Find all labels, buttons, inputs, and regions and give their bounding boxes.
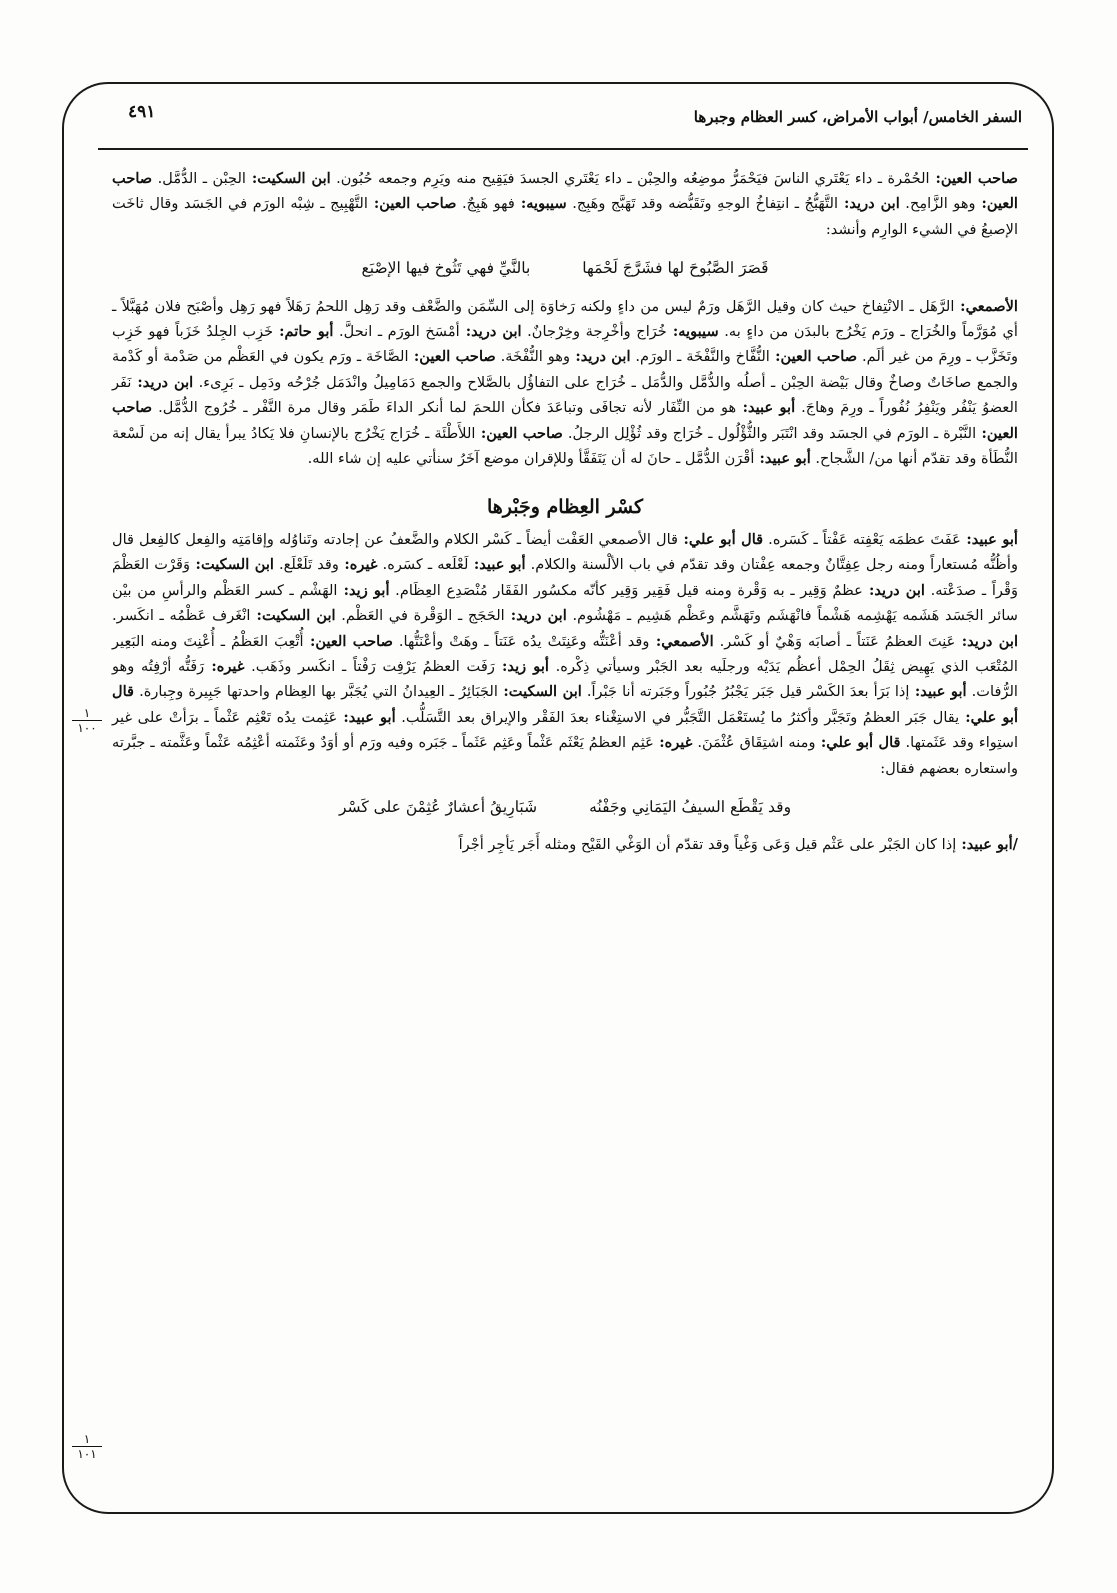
paragraph-text: اللأَطْئَة ـ خُرَاج يَخْرُج بالإنسانِ فلا يَكادُ يبرأ يقال إنه من لَسْعة النُّطَأة وقد تقدّم أنها من/ الشَّجاح. [112, 424, 1018, 468]
paragraph-text: أُتْعِبَ العَظْمُ ـ أُعْنِتَ ومنه البَعِير المُتْعَب الذي يَهِيض ثِقَلُ الحِمْل أعظُم يَدَيْه ورجلَيه بعد الجَبْر وسيأتي ذِكْره. [112, 632, 1018, 675]
paragraph-text: عظمٌ وَقِير ـ به وَقْرة ومنه قيل فَقِير وَقِير كأنّه مكسُور الفَقَار مُنْصَدِع العِظَام. [389, 581, 863, 599]
paragraph-text: الحَجَج ـ الوَقْرة في العَظْم. [335, 607, 505, 625]
source-name: قال أبو علي: [112, 683, 1018, 726]
paragraph [112, 832, 1018, 857]
source-name: قال أبو علي: [815, 734, 901, 752]
paragraph-text: الحِبْن ـ الدُّمَّل. [152, 170, 246, 187]
paragraph-text: قال الأصمعي العَفْت أيضاً ـ كَسْر الكلام والضَّعفُ عن إجادته وتَناوُله وإقامَتِه والفِعل كالفِعل قال وأظُنُّه مُستعاراً ومنه رجل عِفِتَّانٌ وجمعه عِفْتان وقد تقدّم في باب الألْسنة والكلام. [112, 530, 1018, 574]
paragraph-text: وهو النُّفْخَة. [495, 348, 570, 366]
margin-marker-2 [72, 1432, 102, 1461]
paragraph-text: النَّبْرة ـ الورَم في الجسَد وقد انْتَبَر والثُّؤْلُول ـ خُرَاج وقد ثُؤْلِل الرجلُ. [562, 424, 977, 442]
paragraph [112, 527, 1018, 781]
paragraph-text: الحُمْرة ـ داء يَعْتَري الناسَ فيَحْمَرُّ موضِعُه والحِبْن ـ داء يَعْتَري الجسدَ فيَقِيح منه ويَرِم وجمعه حُبُون. [330, 170, 930, 187]
source-name: ابن السكيت: [250, 607, 336, 625]
source-name: صاحب العين: [303, 632, 393, 650]
source-name: سيبويه: [514, 195, 567, 213]
paragraph-text: هو من النِّفَار لأنه تجافَى وتباعَدَ فكأن اللحمَ لما أنكر الداءَ طَمَر وقال مرة النَّفْر ـ خُرُوج الدُّمَّل. [152, 399, 737, 417]
paragraph-text: لَعْلَعه ـ كسَره. [377, 556, 469, 574]
source-name: أبو عبيد: [736, 399, 796, 417]
source-name: ابن دريد: [459, 323, 522, 341]
source-name: أبو زيد: [494, 657, 549, 675]
paragraph-text: الهَشْم ـ كسر العَظْم والرأسِ من بيْن سائر الجَسَد هَشَمه يَهْشِمه هَشْماً فانْهَشَم وتَهَشَّم وعَظْم هَشِيم ـ مَهْشُوم. [112, 581, 1019, 625]
paragraph-text: وقد تَلَعْلَع. [273, 556, 339, 574]
margin-marker-numerator: ١ [83, 706, 91, 720]
verse-hemistich: وقد يَقْطَع السيفُ اليَمَانِي وجَفْنُه [589, 797, 792, 816]
page-header [98, 98, 1028, 150]
paragraph [112, 294, 1018, 472]
paragraph-text: أمْسَخ الورَم ـ انحلَّ. [333, 323, 460, 341]
paragraph-text: رَفَت العظمُ يَرْفِت رَفْتاً ـ انكَسر وذَهَب. [244, 657, 495, 675]
margin-marker-numerator: ١ [83, 1432, 91, 1446]
source-name: /أبو عبيد: [956, 836, 1018, 854]
source-name: أبو عبيد: [337, 708, 396, 726]
source-name: أبو عبيد: [909, 683, 967, 701]
source-name: غيره: [653, 734, 693, 752]
paragraph-text: التَّهَبُّجُ ـ انتِفاخُ الوجهِ وتَقَبُّضه وقد تَهَبَّج وهَبِج. [566, 195, 839, 213]
paragraph-text: عَفَتَ عظمَه يَعْفِته عَفْتاً ـ كَسَره. [763, 530, 961, 548]
source-name: ابن دريد: [570, 348, 631, 366]
paragraph-text: وهو الزَّامِح. [899, 195, 976, 213]
source-name: غيره: [204, 657, 245, 675]
source-name: صاحب العين: [408, 348, 496, 366]
source-name: ابن دريد: [862, 581, 925, 599]
source-name: أبو حاتم: [273, 323, 334, 341]
source-name: صاحب العين: [112, 170, 1018, 213]
source-name: صاحب العين: [367, 195, 457, 213]
page-body [112, 166, 1018, 858]
source-name: أبو عبيد: [468, 556, 526, 574]
verse-hemistich: شَبَارِيقُ أعشارٌ عُثِمْنَ على كَسْر [338, 797, 538, 816]
margin-marker-denominator: ١٠٠ [72, 720, 102, 735]
paragraph-text: ومنه اشتِقَاق عُثْمَنَ. [692, 734, 816, 752]
paragraph-text: إذا كان الجَبْر على عَثْم قيل وَعَى وَغْياً وقد تقدّم أن الوَغْي القَيْح ومثله أَجَر يَأجِر أجْراً [458, 836, 957, 854]
page-number: ٤٩١ [128, 102, 156, 122]
paragraph-text: عَثِم العظمُ يَعْثَم عَثْماً وعَثِم عَثَماً ـ جَبَره وفيه ورَم أو أوَدٌ وعَثَمته أعْثِمُه عَثْماً وعَثَّمته ـ جبَّرته واستعاره بعضهم فقال: [112, 734, 1018, 777]
paragraph-text: إذا بَرَأ بعدَ الكَسْر قيل جَبَر يَجْبُرُ جُبُوراً وجَبَرته أنا جَبْراً. [581, 683, 910, 701]
paragraph-text: انْغَرف عَظْمُه ـ انكَسر. [112, 607, 251, 625]
source-name: ابن دريد: [838, 195, 900, 213]
paragraph-text: فهو هَبِجٌ. [456, 195, 515, 213]
paragraph-text: خُرَاج وأخْرِجة وخِرْجانٌ. [521, 323, 667, 341]
paragraph-text: عَثِمت يدُه تَعْثِم عَثْماً ـ برَأتْ على غير استِواء وقد عَثَمتها. [112, 708, 1019, 752]
source-name: أبو عبيد: [754, 450, 811, 468]
source-name: ابن دريد: [955, 632, 1019, 650]
source-name: سيبويه: [666, 323, 719, 341]
verse-hemistich: بالنَّيِّ فهي تَثُوخ فيها الإصْبَع [361, 259, 531, 278]
source-name: صاحب العين: [769, 348, 858, 366]
paragraph [112, 166, 1018, 242]
source-name: قال أبو علي: [678, 530, 764, 548]
paragraph-text: الجَبَائِرُ ـ العِيدانُ التي يُجَبَّر بها العِظام واحدتها جَبِيرة وجِبارة. [134, 683, 498, 701]
paragraph-text: وَقَرْت العَظْمَ وَقْراً ـ صدَعْته. [112, 556, 1019, 599]
source-name: ابن دريد: [131, 373, 194, 391]
source-name: الأصمعي: [954, 297, 1018, 315]
source-name: ابن السكيت: [245, 170, 331, 187]
section-title: كسْر العِظام وجَبْرها [486, 496, 644, 519]
source-name: ابن السكيت: [190, 556, 274, 574]
verse [112, 256, 1018, 281]
paragraph-text: أقْرَن الدُّمَّل ـ حانَ له أن يَتَفَقَّأ وللإقران موضع آخَرُ سنأتي عليه إن شاء الله. [307, 450, 755, 468]
source-name: ابن دريد: [504, 607, 567, 625]
verse-hemistich: قَصَرَ الصَّبُوحَ لها فشَرَّجَ لَحْمَها [582, 259, 769, 278]
paragraph-text: الرَّهَل ـ الانْتِفاخ حيث كان وقيل الرَّهَل ورَمٌ ليس من داءٍ ولكنه رَخاوَة إلى السِّمَن والضَّعْف وقد رَهِل اللحمُ رَهَلاً فهو رَهِل وأصْبَح فلان مُهَبَّلاً ـ أي مُوَرَّماً والخُرَاج ـ ورَم يَخْرُج بالبدَن من داءٍ به. [112, 297, 1018, 341]
source-name: أبو زيد: [337, 581, 390, 599]
paragraph-text: التَّهْبِيج ـ شِبْه الورَم في الجَسَد وقال ثاخَت الإصبعُ في الشيء الوارِم وأنشد: [112, 195, 1018, 238]
running-title: السفر الخامس/ أبواب الأمراض، كسر العظام وجبرها [693, 108, 1022, 126]
margin-marker-1 [72, 706, 102, 735]
source-name: غيره: [338, 556, 378, 574]
paragraph-text: وقد أعْنَتُّه وعَنِتَتْ يدُه عَنَتاً ـ وهَتْ وأعْنَتُّها. [392, 632, 650, 650]
source-name: صاحب العين: [475, 424, 563, 442]
paragraph-text: خَزِب الجِلدُ خَزَباً فهو خَزِب وتَخَزَّب ـ ورِمَ من غير ألَم. [112, 323, 1018, 366]
margin-marker-denominator: ١٠١ [72, 1446, 102, 1461]
source-name: صاحب العين: [112, 399, 1018, 442]
paragraph-text: عَنِتَ العظمُ عَنَتاً ـ أصابَه وَهْيٌ أو كَسْر. [713, 632, 956, 650]
source-name: أبو عبيد: [960, 530, 1018, 548]
paragraph-text: نَفَر العضوُ يَنْفُر ويَنْفِرُ نُفُوراً ـ ورِمَ وهاجَ. [112, 373, 1018, 417]
source-name: ابن السكيت: [497, 683, 582, 701]
paragraph-text: النُّفَّاخ والنَّفْخَة ـ الورَم. [630, 348, 770, 366]
paragraph-text: الصَّاخَة ـ ورَم يكون في العَظْم من صَدْمة أو كَدْمة والجمع صاخَاتٌ وصاخٌ وقال بَيْضة الحِبْن ـ أصلُه والدُّمَّل والدُّمَل ـ خُرَاج على التفاؤُل بالصَّلاح والجمع دَمَامِيلُ وانْدَمَل جُرْحُه ودَمِل ـ بَرِىء. [112, 348, 1018, 391]
paragraph-text: يقال جَبَر العظمُ وتَجَبَّر وأكثرُ ما يُستَعْمَل التَّجَبُّر في الاستِغْناء بعدَ الفَقْر والإيراق بعد التَّسَلُّب. [395, 708, 960, 726]
verse [112, 795, 1018, 820]
paragraph-text: رَفَتُّه أرْفِتُه وهو الرُّفات. [112, 657, 1018, 701]
source-name: الأصمعي: [649, 632, 714, 650]
source-name: صاحب العين: [929, 170, 1019, 187]
